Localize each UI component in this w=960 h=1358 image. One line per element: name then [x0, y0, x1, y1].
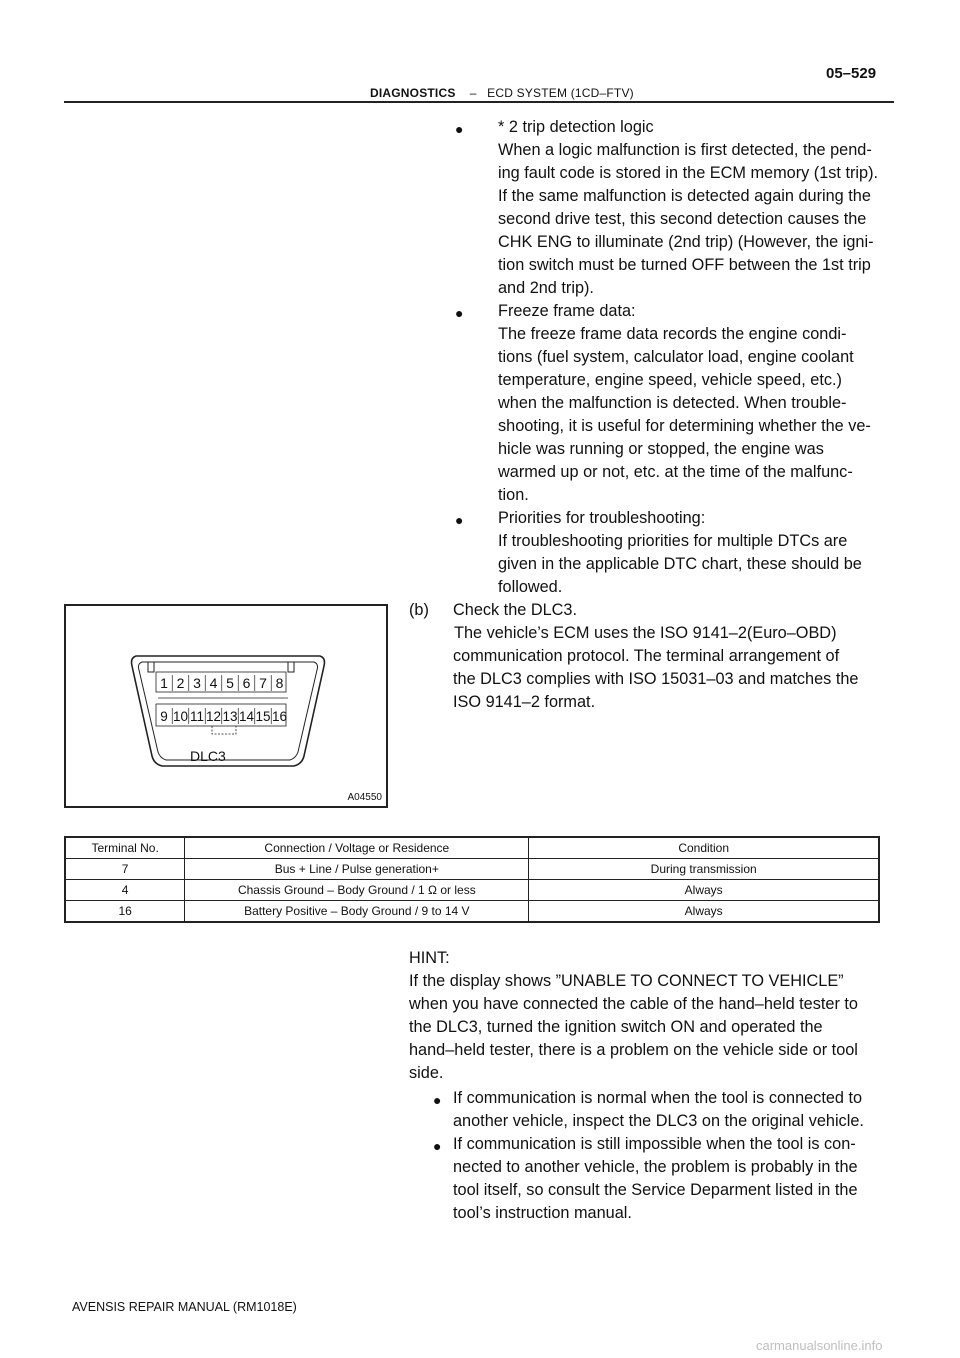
pin-4: 4	[209, 675, 218, 691]
line: If communication is still impossible when the tool is con-	[453, 1135, 856, 1153]
figure-label: DLC3	[190, 748, 226, 764]
pin-15: 15	[255, 709, 271, 724]
line: If the display shows ”UNABLE TO CONNECT TO VEHICLE”	[409, 972, 844, 990]
cell-condition: Always	[529, 901, 879, 923]
pin-3: 3	[193, 675, 201, 691]
table-row	[65, 859, 879, 880]
line: second drive test, this second detection causes the	[498, 210, 867, 228]
table-row	[65, 901, 879, 923]
pin-8: 8	[275, 675, 284, 691]
line: and 2nd trip).	[498, 279, 594, 297]
terminal-table	[64, 836, 880, 923]
line: hicle was running or stopped, the engine was	[498, 440, 824, 458]
dlc3-connector-diagram	[66, 606, 386, 806]
pin-14: 14	[238, 709, 255, 724]
header-rule	[64, 101, 894, 103]
pin-13: 13	[222, 709, 238, 724]
cell-terminal: 4	[65, 880, 185, 901]
bullet-title: Freeze frame data:	[498, 302, 636, 320]
line: when you have connected the cable of the hand–held tester to	[409, 995, 858, 1013]
line: tion.	[498, 486, 529, 504]
top-pin-labels	[160, 675, 284, 691]
line: If the same malfunction is detected again during the	[498, 187, 871, 205]
line: If communication is normal when the tool is connected to	[453, 1089, 863, 1107]
cell-condition: Always	[529, 880, 879, 901]
pin-6: 6	[242, 675, 251, 691]
step-label: (b)	[409, 601, 429, 619]
pin-1: 1	[160, 675, 168, 691]
cell-connection: Bus + Line / Pulse generation+	[185, 859, 529, 880]
pin-5: 5	[226, 675, 234, 691]
latch-right	[288, 662, 294, 672]
bullet-dot-icon: ●	[455, 512, 464, 528]
line: If troubleshooting priorities for multiple DTCs are	[498, 532, 848, 550]
step-check-dlc3	[453, 599, 894, 714]
line: CHK ENG to illuminate (2nd trip) (However, the igni-	[498, 233, 874, 251]
line: temperature, engine speed, vehicle speed, etc.)	[498, 371, 842, 389]
line: The vehicle’s ECM uses the ISO 9141–2(Euro–OBD)	[454, 624, 837, 642]
line: communication protocol. The terminal arrangement of	[453, 647, 840, 665]
pin-11: 11	[189, 709, 205, 724]
header-condition: Condition	[529, 837, 879, 859]
line: followed.	[498, 578, 563, 596]
pin-12: 12	[205, 709, 222, 724]
line: nected to another vehicle, the problem is probably in the	[453, 1158, 858, 1176]
cell-terminal: 7	[65, 859, 185, 880]
bullet-freeze-frame	[498, 300, 894, 507]
line: when the malfunction is detected. When trouble-	[498, 394, 847, 412]
line: tool itself, so consult the Service Deparment listed in the	[453, 1181, 858, 1199]
watermark: carmanualsonline.info	[756, 1338, 883, 1353]
pin-9: 9	[160, 709, 168, 724]
table-header-row	[65, 837, 879, 859]
line: tion switch must be turned OFF between the 1st trip	[498, 256, 871, 274]
bullet-dot-icon: ●	[455, 305, 464, 321]
bottom-pin-labels	[160, 708, 287, 724]
cell-terminal: 16	[65, 901, 185, 923]
header-terminal-no: Terminal No.	[65, 837, 185, 859]
line: warmed up or not, etc. at the time of the malfunc-	[498, 463, 853, 481]
dlc3-figure	[64, 604, 388, 808]
line: The freeze frame data records the engine condi-	[498, 325, 847, 343]
footer-text: AVENSIS REPAIR MANUAL (RM1018E)	[72, 1300, 297, 1314]
header-section: DIAGNOSTICS	[370, 86, 456, 100]
line: the DLC3 complies with ISO 15031–03 and matches the	[453, 670, 859, 688]
bullet-dot-icon: ●	[433, 1138, 442, 1154]
hint-bullet-1	[453, 1087, 894, 1133]
line: ISO 9141–2 format.	[453, 693, 596, 711]
bullet-trip-logic	[498, 116, 894, 300]
hint-bullet-2	[453, 1133, 894, 1225]
line: hand–held tester, there is a problem on the vehicle side or tool	[409, 1041, 858, 1059]
running-header	[370, 86, 634, 100]
bullet-priorities	[498, 507, 894, 599]
bullet-dot-icon: ●	[433, 1092, 442, 1108]
cell-condition: During transmission	[529, 859, 879, 880]
line: tions (fuel system, calculator load, engine coolant	[498, 348, 854, 366]
hint-block	[409, 947, 894, 1085]
key-tab	[212, 726, 236, 734]
figure-code: A04550	[347, 792, 382, 803]
pin-7: 7	[259, 675, 267, 691]
latch-left	[148, 662, 154, 672]
line: another vehicle, inspect the DLC3 on the original vehicle.	[453, 1112, 864, 1130]
cell-connection: Chassis Ground – Body Ground / 1 Ω or less	[185, 880, 529, 901]
line: When a logic malfunction is first detected, the pend-	[498, 141, 872, 159]
line: the DLC3, turned the ignition switch ON and operated the	[409, 1018, 823, 1036]
page-number: 05–529	[826, 65, 877, 82]
header-separator: –	[469, 86, 477, 100]
bullet-dot-icon: ●	[455, 121, 464, 137]
table-row	[65, 880, 879, 901]
line: tool’s instruction manual.	[453, 1204, 632, 1222]
header-subsection: ECD SYSTEM (1CD–FTV)	[487, 86, 634, 100]
pin-16: 16	[271, 709, 288, 724]
hint-label: HINT:	[409, 949, 450, 967]
line: given in the applicable DTC chart, these should be	[498, 555, 862, 573]
line: side.	[409, 1064, 444, 1082]
line: shooting, it is useful for determining whether the ve-	[498, 417, 871, 435]
bullet-title: Priorities for troubleshooting:	[498, 509, 706, 527]
bullet-title: * 2 trip detection logic	[498, 118, 654, 136]
pin-2: 2	[176, 675, 185, 691]
header-connection: Connection / Voltage or Residence	[185, 837, 529, 859]
cell-connection: Battery Positive – Body Ground / 9 to 14 V	[185, 901, 529, 923]
step-title: Check the DLC3.	[453, 601, 577, 619]
line: ing fault code is stored in the ECM memory (1st trip).	[498, 164, 879, 182]
pin-10: 10	[172, 709, 189, 724]
